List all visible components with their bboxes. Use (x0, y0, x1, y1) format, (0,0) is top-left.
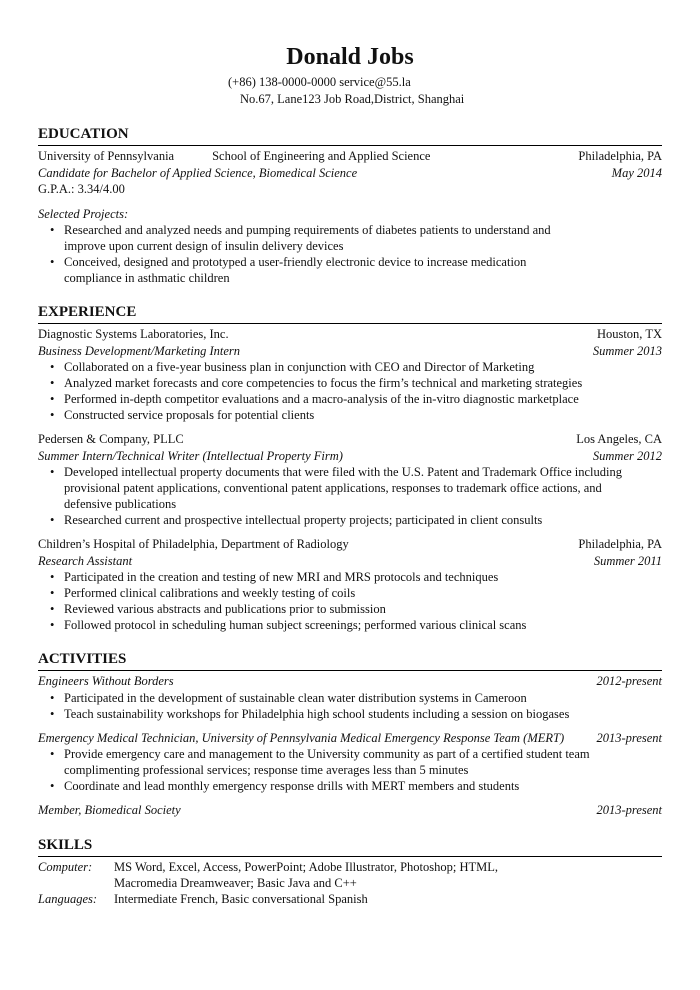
list-item: • Collaborated on a five-year business plan in conjunction with CEO and Director of Marketing (64, 359, 624, 375)
resume-content (38, 124, 662, 907)
activity-date: 2012-present (596, 674, 662, 688)
list-item: • Participated in the development of sustainable clean water distribution systems in Cameroon (64, 690, 624, 706)
job-header-row (38, 536, 662, 553)
projects-list (38, 222, 584, 286)
address-line: No.67, Lane123 Job Road,District, Shanghai (240, 92, 465, 106)
list-item: • Constructed service proposals for potential clients (64, 407, 624, 423)
activities-section (38, 649, 662, 819)
degree: Candidate for Bachelor of Applied Science, Biomedical Science (38, 165, 358, 180)
job-role-row (38, 553, 662, 570)
job-bullets (38, 569, 624, 633)
skill-row-computer (38, 859, 662, 891)
school-name: University of Pennsylvania (38, 149, 175, 163)
job-header-row (38, 431, 662, 448)
activity-role: Emergency Medical Technician, University of Pennsylvania Medical Emergency Response Team (MERT) (38, 730, 565, 745)
company-name: Pedersen & Company, PLLC (38, 432, 184, 446)
activity-row (38, 673, 662, 690)
job-header-row (38, 326, 662, 343)
activity-role: Engineers Without Borders (38, 674, 174, 688)
activity-row (38, 730, 662, 747)
contact-line: (+86) 138-0000-0000 service@55.la (228, 75, 411, 89)
section-title-education: EDUCATION (38, 124, 662, 146)
activity-row (38, 802, 662, 819)
section-title-skills: SKILLS (38, 835, 662, 857)
job-bullets (38, 359, 624, 423)
job-role: Business Development/Marketing Intern (38, 343, 241, 358)
skill-value: MS Word, Excel, Access, PowerPoint; Adobe Illustrator, Photoshop; HTML, Macromedia Dreamweaver; Basic Java and C++ (114, 859, 499, 890)
education-section (38, 124, 662, 286)
list-item: • Followed protocol in scheduling human subject screenings; performed various clinical scans (64, 617, 624, 633)
list-item: • Conceived, designed and prototyped a user-friendly electronic device to increase medication compliance in asthmatic children (64, 254, 584, 286)
skills-section (38, 835, 662, 907)
section-title-activities: ACTIVITIES (38, 649, 662, 671)
job-role: Summer Intern/Technical Writer (Intellectual Property Firm) (38, 448, 343, 463)
skill-label: Languages: (38, 891, 98, 906)
list-item: • Researched and analyzed needs and pumping requirements of diabetes patients to understand and improve upon current design of insulin delivery devices (64, 222, 584, 254)
candidate-name: Donald Jobs (286, 44, 414, 70)
activity-bullets (38, 690, 624, 722)
job-bullets (38, 464, 624, 528)
list-item: • Provide emergency care and management to the University community as part of a certified student team complimenting professional services; response time averages less than 5 minutes (64, 746, 624, 778)
list-item: • Analyzed market forecasts and core competencies to focus the firm’s technical and marketing strategies (64, 375, 624, 391)
list-item: • Developed intellectual property documents that were filed with the U.S. Patent and Trademark Office including provisional patent applications, conventional patent applications, responses to trademark office actions, and defensive publications (64, 464, 624, 512)
school-location: Philadelphia, PA (578, 149, 662, 163)
job-role-row (38, 343, 662, 360)
education-school-row (38, 148, 662, 165)
job-role-row (38, 448, 662, 465)
job-date: Summer 2012 (592, 448, 662, 463)
activity-bullets (38, 746, 624, 794)
skill-row-languages (38, 891, 662, 907)
job-location: Philadelphia, PA (578, 537, 662, 551)
list-item: • Performed in-depth competitor evaluations and a macro-analysis of the in-vitro diagnostic marketplace (64, 391, 624, 407)
gpa: G.P.A.: 3.34/4.00 (38, 182, 125, 196)
job-location: Los Angeles, CA (576, 432, 662, 446)
list-item: • Coordinate and lead monthly emergency response drills with MERT members and students (64, 778, 624, 794)
job-date: Summer 2013 (592, 343, 662, 358)
list-item: • Teach sustainability workshops for Philadelphia high school students including a session on biogases (64, 706, 624, 722)
job-role: Research Assistant (38, 553, 133, 568)
company-name: Children’s Hospital of Philadelphia, Department of Radiology (38, 537, 349, 551)
activity-date: 2013-present (596, 730, 662, 745)
list-item: • Reviewed various abstracts and publications prior to submission (64, 601, 624, 617)
projects-label: Selected Projects: (38, 206, 129, 221)
experience-section (38, 302, 662, 633)
graduation-date: May 2014 (611, 165, 662, 180)
list-item: • Performed clinical calibrations and weekly testing of coils (64, 585, 624, 601)
company-name: Diagnostic Systems Laboratories, Inc. (38, 327, 229, 341)
job-location: Houston, TX (596, 327, 662, 341)
skill-label: Computer: (38, 859, 93, 874)
job-date: Summer 2011 (593, 553, 662, 568)
skill-value: Intermediate French, Basic conversational Spanish (114, 891, 368, 906)
list-item: • Participated in the creation and testing of new MRI and MRS protocols and techniques (64, 569, 624, 585)
activity-role: Member, Biomedical Society (38, 803, 181, 817)
school-faculty: School of Engineering and Applied Science (212, 149, 431, 163)
section-title-experience: EXPERIENCE (38, 302, 662, 324)
activity-date: 2013-present (596, 803, 662, 817)
education-degree-row (38, 165, 662, 182)
list-item: • Researched current and prospective intellectual property projects; participated in client consults (64, 512, 624, 528)
